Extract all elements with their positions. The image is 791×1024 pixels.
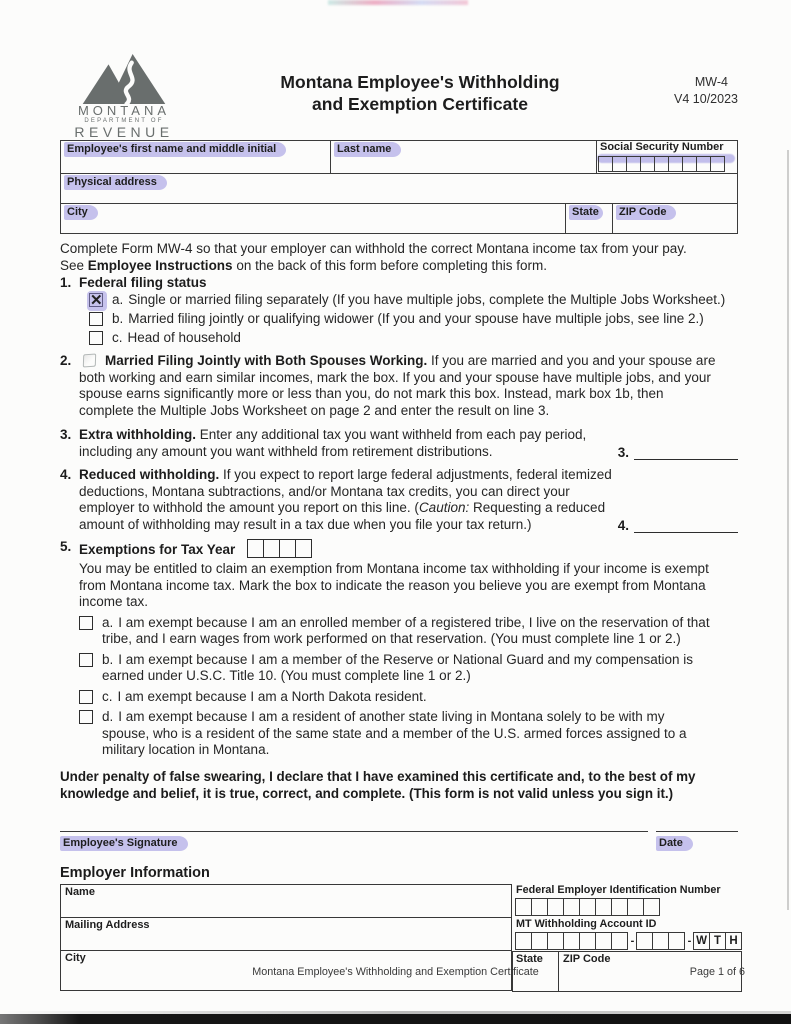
city-label: City [64,205,98,220]
signature-row [60,831,738,851]
last-name-field[interactable] [331,141,597,173]
section-1-number: 1. [60,275,72,290]
filing-option-c-row: c. Head of household [89,328,738,347]
employer-mailing-address-label: Mailing Address [65,918,150,931]
form-version [652,54,738,136]
exempt-option-c-checkbox[interactable] [79,690,93,704]
form-title: Montana Employee's Withholding and Exemption Certificate [280,72,560,114]
mountain-logo-icon [60,54,188,104]
first-name-label: Employee's first name and middle initial [64,142,286,157]
first-name-field[interactable] [61,141,331,173]
ssn-field[interactable] [597,141,737,173]
filing-option-a-label: Single or married filing separately (If you have multiple jobs, complete the Multiple Jobs Worksheet.) [128,292,726,307]
section-2-text: If you are married and you and your spouse are both working and earn similar incomes, mark the box. If you and your spouse have multiple jobs, and your spouse earns significantly more or less than you, do not mark this box. Instead, mark box 1b, then complete the Multiple Jobs Worksheet on page 2 and enter the result on line 3. [79,353,716,418]
exempt-option-a-row: a. I am exempt because I am an enrolled member of a registered tribe, I live on the reservation of that tribe, and I earn wages from work performed on that reservation. (You must complete line 1 or 2.) [79,615,738,648]
employer-zip-label: ZIP Code [563,952,611,965]
filing-option-c-label: Head of household [127,330,241,345]
caution-note: Caution: [418,500,470,515]
ssn-label: Social Security Number [600,141,724,153]
section-5-number: 5. [60,539,72,554]
form-version-date: V4 10/2023 [674,92,738,106]
penalty-declaration: Under penalty of false swearing, I declare that I have examined this certificate and, to the best of my knowledge and belief, it is true, correct, and complete. (This form is not valid unless you sign it.) [60,768,696,801]
section-1-heading: Federal filing status [79,275,207,290]
section-3-number: 3. [60,427,72,442]
zip-label: ZIP Code [616,205,676,220]
mt-account-id-boxes[interactable] [516,932,742,950]
checkbox-x-mark: ✕ [90,291,103,309]
account-id-dash: - [687,934,692,947]
line-3-answer: 3. [618,445,738,460]
employee-instructions-ref: Employee Instructions [87,257,233,273]
filing-option-a-checkbox[interactable] [89,293,103,307]
state-field[interactable] [566,204,613,233]
form-header [60,54,738,140]
employee-signature-line[interactable] [60,831,648,851]
exempt-option-a-checkbox[interactable] [79,616,93,630]
footer-page-number: Page 1 of 6 [689,966,745,978]
account-suffix-t: T [709,932,726,950]
exempt-option-d-checkbox[interactable] [79,710,93,724]
line-4-answer: 4. [618,518,738,533]
zip-field[interactable] [613,204,737,233]
exempt-option-c-row: c. I am exempt because I am a North Dakota resident. [79,689,738,706]
section-3-heading: Extra withholding. [79,427,196,442]
fein-digit-boxes[interactable] [516,898,742,916]
section-2-number: 2. [60,353,72,368]
date-line[interactable] [656,831,738,851]
employer-mailing-address-field[interactable] [60,917,512,951]
filing-option-b-label: Married filing jointly or qualifying widower (If you and your spouse have multiple jobs, see line 2.) [128,311,704,326]
employer-information-heading: Employer Information [60,864,210,881]
section-5-intro: You may be entitled to claim an exemption from Montana income tax withholding if your income is exempt from Montana income tax. Mark the box to indicate the reason you believe you are exempt from Montana income tax. [79,561,709,609]
tax-year-boxes[interactable] [248,539,312,558]
section-2-heading: Married Filing Jointly with Both Spouses Working. [105,353,428,368]
physical-address-field[interactable] [61,174,737,203]
montana-dor-logo [60,54,188,140]
employer-state-label: State [516,952,543,965]
footer-title: Montana Employee's Withholding and Exemption Certificate [252,966,539,978]
section-2-married-filing-jointly [60,353,738,419]
form-number: MW-4 [694,75,728,89]
logo-text-department: DEPARTMENT OF [84,118,164,124]
section-4-number: 4. [60,467,72,482]
intro-paragraph: Complete Form MW-4 so that your employer can withhold the correct Montana income tax from your pay. See Employee Instructions on the back of this form before completing this form. [60,241,687,273]
section-5-exemptions [60,539,738,559]
section-3-text: Enter any additional tax you want withheld from each pay period, including any amount you want withheld from retirement distributions. [79,427,587,459]
account-suffix-h: H [725,932,742,950]
last-name-label: Last name [334,142,401,157]
account-id-dash: - [630,934,635,947]
logo-text-revenue: REVENUE [74,124,174,140]
state-label: State [569,205,603,220]
section-3-extra-withholding [60,427,738,460]
logo-text-montana: MONTANA [77,103,171,118]
exempt-option-c-label: I am exempt because I am a North Dakota resident. [117,688,427,704]
section-4-heading: Reduced withholding. [79,467,220,482]
smudged-checkbox-icon[interactable] [83,354,96,368]
fein-label: Federal Employer Identification Number [516,883,721,896]
line-4-entry-line[interactable] [634,518,738,533]
exempt-option-a-label: I am exempt because I am an enrolled member of a registered tribe, I live on the reservation of that tribe, and I earn wages from work performed on that reservation. (You must complete line 1 or 2.) [102,614,710,646]
account-suffix-w: W [693,932,710,950]
section-4-reduced-withholding: 4. Reduced withholding. If you expect to report large federal adjustments, federal itemized deductions, Montana subtractions, and/or Montana tax credits, you can direct your employer to withhold the amount you report on this line. (Caution: Requesting a reduced amount of withholding may result in a tax due when you file your tax return.) 4. [60,467,738,533]
date-label: Date [656,836,693,851]
employer-name-field[interactable] [60,884,512,918]
employee-info-table [60,140,738,234]
employer-name-label: Name [65,885,95,898]
scan-artifact-right-edge [787,150,789,910]
ssn-digit-boxes[interactable] [599,156,725,172]
section-5-heading: Exemptions for Tax Year [79,542,236,557]
filing-option-a-row: ✕ a. Single or married filing separately (If you have multiple jobs, complete the Multiple Jobs Worksheet.) [89,290,738,309]
section-1-federal-filing-status [60,275,738,290]
exempt-option-d-label: I am exempt because I am a resident of another state living in Montana solely to be with my spouse, who is a resident of the same state and a member of the U.S. armed forces assigned to a military location in Montana. [102,709,687,757]
line-3-entry-line[interactable] [634,445,738,460]
scan-artifact-bottom [0,1014,791,1024]
employer-city-label: City [65,951,86,964]
filing-option-b-checkbox[interactable] [89,312,103,326]
physical-address-label: Physical address [64,175,167,190]
employee-signature-label: Employee's Signature [60,836,188,851]
exempt-option-d-row: d. I am exempt because I am a resident of another state living in Montana solely to be with my spouse, who is a resident of the same state and a member of the U.S. armed forces assigned to a military location in Montana. [79,709,738,759]
filing-option-c-checkbox[interactable] [89,331,103,345]
mt-withholding-account-label: MT Withholding Account ID [516,917,657,930]
exempt-option-b-label: I am exempt because I am a member of the Reserve or National Guard and my compensation is earned under U.S.C. Title 10. (You must complete line 1 or 2.) [102,651,694,683]
city-field[interactable] [61,204,566,233]
exempt-option-b-row: b. I am exempt because I am a member of the Reserve or National Guard and my compensation is earned under U.S.C. Title 10. (You must complete line 1 or 2.) [79,652,738,685]
exempt-option-b-checkbox[interactable] [79,653,93,667]
filing-option-b-row: b. Married filing jointly or qualifying widower (If you and your spouse have multiple jobs, see line 2.) [89,309,738,328]
